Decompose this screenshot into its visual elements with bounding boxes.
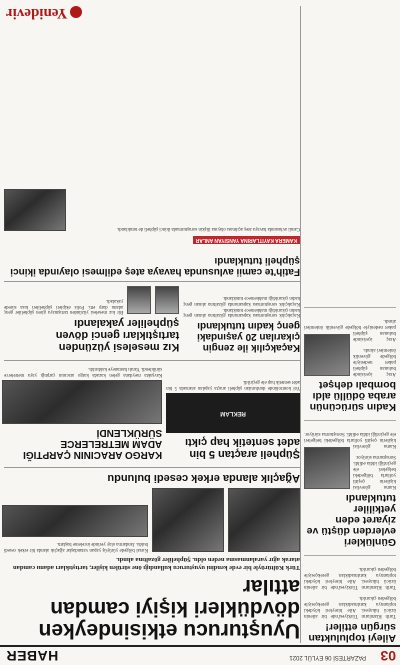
suspect-text: Yol kontrolünde durdurulan şüpheli araçta yapılan aramada 5 bin adet sentetik hap ele geçirildi. xyxy=(166,379,300,390)
prob-story xyxy=(183,286,300,356)
ring-title: Kız meselesi yüzünden tartıştıkları genci döven şüpheliler yakalandı xyxy=(55,317,180,354)
logo-text: Yenidevir xyxy=(6,5,68,21)
page-header xyxy=(0,645,400,665)
left-story-text: Tarih Klamların Türkiyesi'nde bir ailenin üzücü hikayesi. Aile bireyleri köydeki toplantıya katılmadıkları gerekçesiyle bölgeden çıkarıldı. xyxy=(304,595,396,618)
story-photo xyxy=(304,334,350,376)
lead-photos-row xyxy=(4,488,300,552)
fatih-title: Fatih'te camii avlusunda havaya ateş edilmesi olayında ikinci şüpheli tutuklandı xyxy=(10,255,300,278)
middle-row xyxy=(4,365,300,463)
suspect-story xyxy=(166,365,300,463)
suspect-portrait xyxy=(155,286,179,314)
left-column xyxy=(300,6,396,643)
left-story-text-more: Araç içerisinde bulunan şüpheli paket nedeniyle bölgede güvenlik önlemleri alındı. xyxy=(304,318,396,341)
page-number: 03 xyxy=(380,648,396,664)
left-story-text-more: Tarih Klamların Türkiyesi'nde bir ailenin üzücü hikayesi. Aile bireyleri köydeki toplantıya katılmadıkları gerekçesiyle bölgeden çıkarıldı. xyxy=(304,566,396,589)
section-label: HABER xyxy=(6,648,59,664)
divider xyxy=(4,360,300,361)
issue-date: PAZARTESİ 06 EYLÜL 2021 xyxy=(289,654,366,660)
tree-photo xyxy=(2,505,148,537)
prob-text: Kaçakçılık soruşturması kapsamında gözaltına alınan genç kadın çıkarıldığı mahkemece tutuklandı. xyxy=(183,306,300,318)
divider xyxy=(4,467,300,468)
left-story-text: Araç içerisinde bulunan şüpheli paket nedeniyle bölgede güvenlik önlemleri alındı. xyxy=(353,347,396,376)
suspect-title: Şüpheli araçtan 5 bin adet sentetik hap çıktı xyxy=(185,436,300,460)
fatih-photo xyxy=(4,189,66,231)
main-headline: Uyuşturucu etkisindeyken dövdükleri kişiyi camdan attılar xyxy=(38,575,300,642)
lead-photo-2 xyxy=(152,488,224,552)
left-story-text: Kamu görevlisi kişilerin çeşitli yollarla bölgedeki belgeleri ele geçirdiği iddia edildi. Soruşturma sürüyor. xyxy=(353,454,396,489)
fatih-story xyxy=(4,189,300,277)
ring-story xyxy=(4,286,179,356)
fatih-tag: KAMERA KAYITLARINA YANSIYAN ANLAR xyxy=(193,236,300,244)
left-story-title: Günlükleri evlerden düştü ve ziyaret eden yetkililer tutuklandı xyxy=(306,492,396,548)
left-story-driver xyxy=(304,307,396,412)
logo-icon xyxy=(70,6,82,18)
story-photo xyxy=(304,447,350,489)
prob-title: Kaçakçılık ile zengin çıkarılan 20 yaşındaki genç kadın tutuklandı xyxy=(197,320,300,354)
left-story-text-more: Kamu görevlisi kişilerin çeşitli yollarla bölgedeki belgeleri ele geçirdiği iddia edildi. Soruşturma sürüyor. xyxy=(304,431,396,448)
ring-body xyxy=(4,286,179,314)
left-story-exile xyxy=(304,555,396,643)
crash-text: Kavşakta meydana gelen kazada kargo aracının çarptığı yaya metrelerce sürüklendi. Yaralı hastaneye kaldırıldı. xyxy=(4,366,163,377)
left-story-title: Aileyi topluluktan sürgün ettiler! xyxy=(308,621,396,644)
tree-caption: Ağaçlık alanda erkek cesedi bulundu xyxy=(107,472,300,484)
lead-photo-1 xyxy=(228,488,300,552)
left-story-title: Kadın sürücünün araba ödüllü aldı bombalı dehşet xyxy=(309,379,396,413)
crash-photo xyxy=(2,380,162,424)
prob-text-more: Kaçakçılık soruşturması kapsamında gözaltına alınan genç kadın çıkarıldığı mahkemece tutuklandı. xyxy=(183,295,300,306)
crash-story xyxy=(4,365,162,463)
left-story-diaries xyxy=(304,420,396,547)
main-area xyxy=(4,6,300,643)
tree-story xyxy=(4,488,148,552)
divider xyxy=(4,281,300,282)
crash-title: KARGO ARACININ ÇARPTIĞI ADAM METRELERCE SÜRÜKLENDİ xyxy=(23,427,163,460)
suspect-photo xyxy=(166,393,300,433)
fatih-text: Camii avlusunda havaya ateş açılması olayına ilişkin soruşturmada ikinci şüpheli de tutuklandı. xyxy=(116,226,300,232)
tree-story-text: Kırsal bölgede yürüyüş yapan vatandaşlar ağaçlık alanda bir erkek cesedi buldu. Jandarma olay yerinde inceleme başlattı. xyxy=(4,541,148,552)
main-lede: Türk Kültürüyle bir evde kendini uyuşturucu kullandığı öne sürülen kişiler, tartıştıkları adamı camdan atarak ağır yaralanmasına neden oldu. Şüpheliler gözaltına alındı. xyxy=(13,556,300,571)
ad-label: REKLAM xyxy=(220,410,246,416)
suspect-portrait xyxy=(127,286,151,314)
ring-text: Bir kız meselesi yüzünden tartışmaya giren şüpheliler genç adamı darp etti. Polis ekipleri şüphelileri kısa sürede yakaladı. xyxy=(4,297,124,315)
fatih-body xyxy=(4,189,300,231)
lower-row xyxy=(4,286,300,356)
masthead-logo xyxy=(6,4,82,21)
